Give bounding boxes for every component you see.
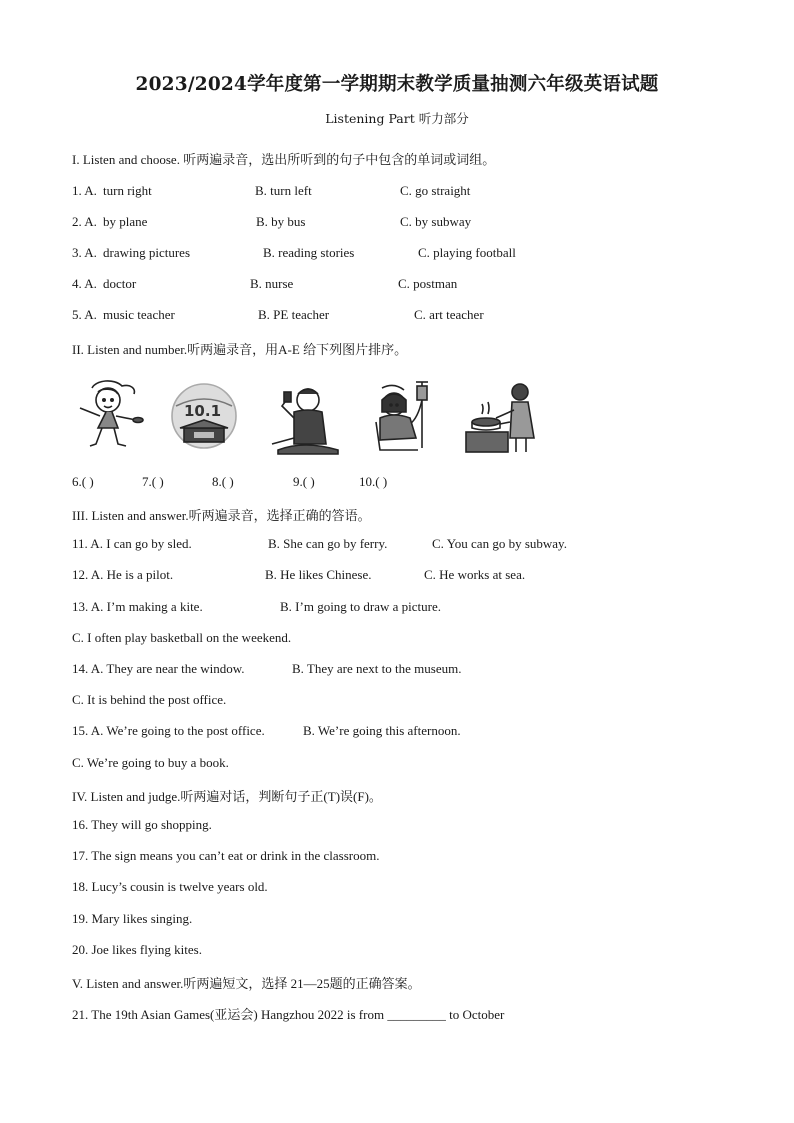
q19: 19. Mary likes singing. xyxy=(72,911,193,926)
q1-option-c: C. go straight xyxy=(400,183,471,198)
q13-option-b: B. I’m going to draw a picture. xyxy=(280,599,442,614)
section-3-heading: III. Listen and answer.听两遍录音，选择正确的答语。 xyxy=(72,508,371,523)
q4-option-a: doctor xyxy=(103,276,137,291)
q12-option-b: B. He likes Chinese. xyxy=(265,567,372,582)
girl-dancing-picture xyxy=(74,378,146,458)
q21: 21. The 19th Asian Games(亚运会) Hangzhou 2022 is from _________ to October xyxy=(72,1007,505,1022)
q15-option-b: B. We’re going this afternoon. xyxy=(303,723,461,738)
q3-option-c: C. playing football xyxy=(418,245,516,260)
q14-option-b: B. They are next to the museum. xyxy=(292,661,462,676)
section-1-heading: I. Listen and choose. 听两遍录音，选出所听到的句子中包含的单词或词组。 xyxy=(72,152,496,167)
q17: 17. The sign means you can’t eat or drink in the classroom. xyxy=(72,848,380,863)
section-2-heading: II. Listen and number.听两遍录音，用A-E 给下列图片排序。 xyxy=(72,342,408,357)
patient-with-iv-picture xyxy=(370,378,436,458)
q12-option-c: C. He works at sea. xyxy=(424,567,526,582)
q5-option-a: music teacher xyxy=(103,307,175,322)
page-title: 2023/2024学年度第一学期期末教学质量抽测六年级英语试题 xyxy=(135,74,659,95)
q11-option-c: C. You can go by subway. xyxy=(432,536,567,551)
blank-7[interactable]: 7.( ) xyxy=(142,474,164,489)
q12-option-a: 12. A. He is a pilot. xyxy=(72,567,174,582)
q13-option-c: C. I often play basketball on the weekend. xyxy=(72,630,292,645)
blank-8[interactable]: 8.( ) xyxy=(212,474,234,489)
q5-num: 5. A. xyxy=(72,307,97,322)
q15-option-c: C. We’re going to buy a book. xyxy=(72,755,229,770)
q3-option-b: B. reading stories xyxy=(263,245,355,260)
q2-num: 2. A. xyxy=(72,214,97,229)
woman-cooking-picture xyxy=(464,378,544,458)
q14-option-a: 14. A. They are near the window. xyxy=(72,661,245,676)
section-5-heading: V. Listen and answer.听两遍短文，选择 21—25题的正确答案。 xyxy=(72,976,421,991)
q18: 18. Lucy’s cousin is twelve years old. xyxy=(72,879,268,894)
svg-text:10.1: 10.1 xyxy=(184,402,222,420)
q4-option-b: B. nurse xyxy=(250,276,294,291)
q5-option-b: B. PE teacher xyxy=(258,307,330,322)
q2-option-a: by plane xyxy=(103,214,148,229)
q4-option-c: C. postman xyxy=(398,276,458,291)
q13-option-a: 13. A. I’m making a kite. xyxy=(72,599,203,614)
q4-num: 4. A. xyxy=(72,276,97,291)
blank-6[interactable]: 6.( ) xyxy=(72,474,94,489)
q2-option-c: C. by subway xyxy=(400,214,472,229)
q1-num: 1. A. xyxy=(72,183,97,198)
section-4-heading: IV. Listen and judge.听两遍对话，判断句子正(T)误(F)。 xyxy=(72,789,382,804)
blank-9[interactable]: 9.( ) xyxy=(293,474,315,489)
q14-option-c: C. It is behind the post office. xyxy=(72,692,227,707)
q16: 16. They will go shopping. xyxy=(72,817,212,832)
q1-option-a: turn right xyxy=(103,183,152,198)
boy-on-phone-picture xyxy=(264,378,346,458)
q2-option-b: B. by bus xyxy=(256,214,306,229)
q15-option-a: 15. A. We’re going to the post office. xyxy=(72,723,265,738)
part-subtitle: Listening Part 听力部分 xyxy=(325,111,469,126)
q11-option-b: B. She can go by ferry. xyxy=(268,536,388,551)
q5-option-c: C. art teacher xyxy=(414,307,484,322)
q3-option-a: drawing pictures xyxy=(103,245,191,260)
q11-option-a: 11. A. I can go by sled. xyxy=(72,536,192,551)
q20: 20. Joe likes flying kites. xyxy=(72,942,202,957)
blank-10[interactable]: 10.( ) xyxy=(359,474,388,489)
q1-option-b: B. turn left xyxy=(255,183,312,198)
q3-num: 3. A. xyxy=(72,245,97,260)
national-day-picture xyxy=(166,378,242,458)
